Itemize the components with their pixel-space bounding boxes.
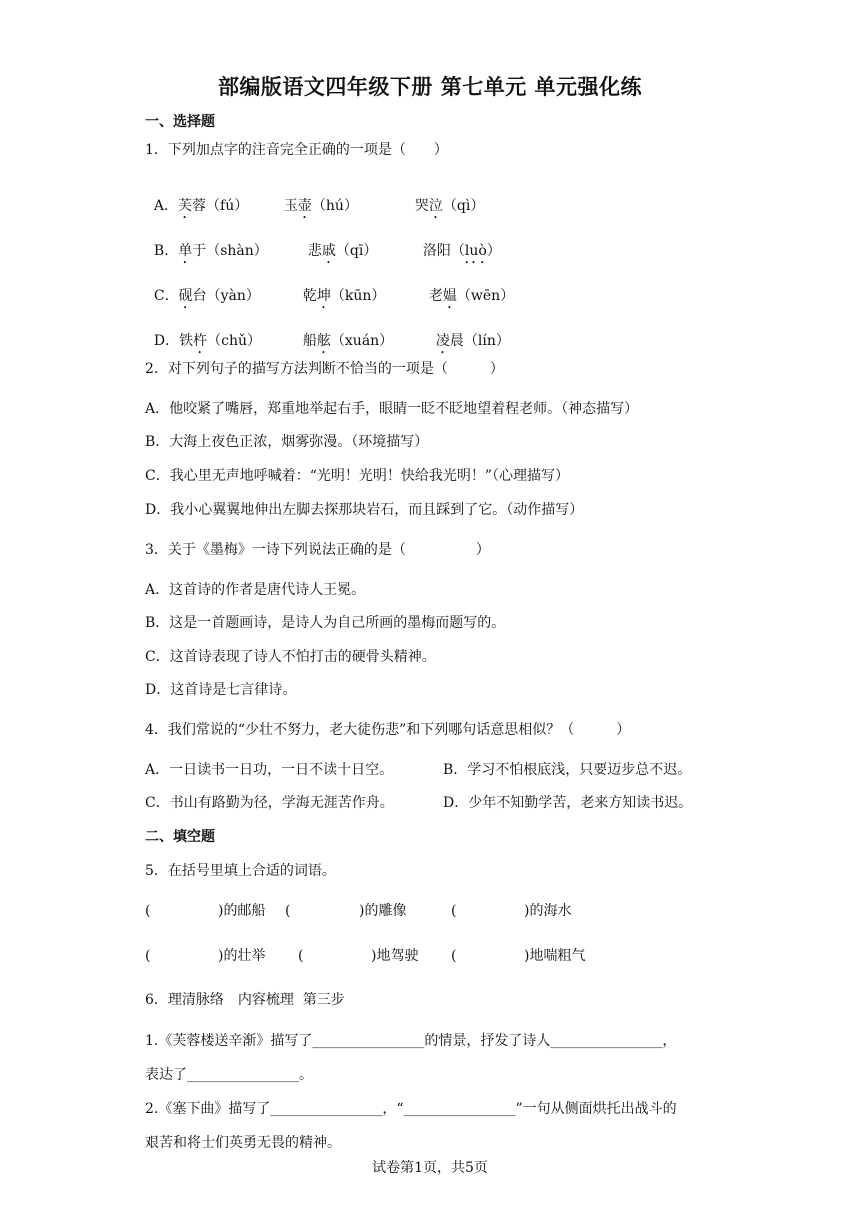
blank-paren-open: (	[145, 903, 151, 919]
question-1-option-a-word-2	[275, 176, 358, 222]
question-4-option-a: A．一日读书一日功，一日不读十日空。	[145, 762, 394, 778]
dotted-char: 舷	[316, 333, 331, 349]
option-text: 悲	[307, 243, 322, 259]
question-3-option-d: D．这首诗是七言律诗。	[145, 682, 297, 698]
blank-paren-open: (	[451, 903, 457, 919]
option-text: 船	[302, 333, 317, 349]
dotted-char: 戚	[321, 243, 336, 259]
option-text: （qì）	[442, 198, 485, 214]
question-1-stem: 1．下列加点字的注音完全正确的一项是（ ）	[145, 142, 448, 158]
option-text: （wēn）	[456, 288, 515, 304]
question-4-option-d: D．少年不知勤学苦，老来方知读书迟。	[443, 795, 693, 811]
question-5-stem: 5．在括号里填上合适的词语。	[145, 863, 336, 879]
option-letter: D．	[153, 333, 180, 349]
question-1-option-a-word-3	[406, 176, 484, 222]
blank-label: )的邮船	[218, 903, 266, 919]
option-text: 洛阳（	[422, 243, 465, 259]
question-3-option-c: C．这首诗表现了诗人不怕打击的硬骨头精神。	[145, 649, 436, 665]
option-text: 乾	[302, 288, 317, 304]
question-1-option-d-word-3	[427, 311, 510, 357]
question-4-option-c: C．书山有路勤为径，学海无涯苦作舟。	[145, 795, 394, 811]
question-6-line-1b: 表达了________________。	[145, 1067, 313, 1083]
question-1-option-d-word-2	[294, 311, 393, 357]
question-1-option-b	[145, 221, 268, 267]
question-2-option-b: B．大海上夜色正浓，烟雾弥漫。（环境描写）	[145, 434, 429, 450]
page-title: 部编版语文四年级下册 第七单元 单元强化练	[217, 75, 643, 99]
blank-paren-open: (	[145, 948, 151, 964]
option-text: （qī）	[335, 243, 378, 259]
question-1-option-c-word-2	[294, 266, 385, 312]
dotted-char: 泣	[428, 198, 443, 214]
dotted-char: 媪	[442, 288, 457, 304]
blank-label: )的海水	[524, 903, 572, 919]
question-1-option-b-word-3	[414, 221, 501, 267]
dotted-char: 壶	[297, 198, 312, 214]
option-text: （hú）	[311, 198, 358, 214]
question-2-option-d: D．我小心翼翼地伸出左脚去探那块岩石，而且踩到了它。（动作描写）	[145, 502, 584, 518]
option-text: （xuán）	[330, 333, 394, 349]
blank-label: )的壮举	[218, 948, 266, 964]
question-2-option-a: A．他咬紧了嘴唇，郑重地举起右手，眼睛一眨不眨地望着程老师。（神态描写）	[145, 401, 639, 417]
question-6-stem: 6．理清脉络 内容梳理 第三步	[145, 992, 345, 1008]
question-1-option-b-word-2	[299, 221, 377, 267]
option-text: 铁	[179, 333, 194, 349]
dotted-char: 凌	[435, 333, 450, 349]
option-text: 哭	[414, 198, 429, 214]
question-3-stem: 3．关于《墨梅》一诗下列说法正确的是（ ）	[145, 542, 490, 558]
page-footer: 试卷第1页，共5页	[372, 1160, 488, 1176]
option-text: 台（yàn）	[192, 288, 260, 304]
option-text: 于（shàn）	[192, 243, 268, 259]
dotted-char: 砚	[178, 288, 193, 304]
dotted-char: luò	[464, 243, 487, 259]
blank-paren-open: (	[298, 948, 304, 964]
blank-label: )地喘粗气	[524, 948, 586, 964]
question-4-stem: 4．我们常说的“少壮不努力，老大徒伤悲”和下列哪句话意思相似？（ ）	[145, 722, 631, 738]
question-6-line-2b: 艰苦和将士们英勇无畏的精神。	[145, 1135, 341, 1151]
option-text: 老	[428, 288, 443, 304]
question-1-option-a	[145, 176, 248, 222]
option-text: （kūn）	[330, 288, 386, 304]
blank-paren-open: (	[451, 948, 457, 964]
option-text: 玉	[283, 198, 298, 214]
question-3-option-a: A．这首诗的作者是唐代诗人王冕。	[145, 582, 366, 598]
option-text: ）	[486, 243, 501, 259]
question-1-option-c-word-3	[420, 266, 514, 312]
question-3-option-b: B．这是一首题画诗，是诗人为自己所画的墨梅而题写的。	[145, 615, 506, 631]
dotted-char: 芙	[178, 198, 193, 214]
blank-label: )地驾驶	[371, 948, 419, 964]
question-2-option-c: C．我心里无声地呼喊着：“光明！光明！快给我光明！”（心理描写）	[145, 468, 570, 484]
section-heading-choice: 一、选择题	[145, 114, 215, 130]
option-text: 晨（lín）	[449, 333, 510, 349]
dotted-char: 坤	[316, 288, 331, 304]
question-4-option-b: B．学习不怕根底浅，只要迈步总不迟。	[443, 762, 692, 778]
question-1-option-d	[145, 311, 261, 357]
option-text: （chǔ）	[207, 333, 262, 349]
option-letter: B．	[153, 243, 179, 259]
option-text: 蓉（fú）	[192, 198, 249, 214]
question-1-option-c	[145, 266, 260, 312]
blank-paren-open: (	[285, 903, 291, 919]
question-6-line-2a: 2.《塞下曲》描写了________________，“________________”一句从侧面烘托出战斗的	[145, 1101, 677, 1117]
dotted-char: 单	[178, 243, 193, 259]
option-letter: A．	[153, 198, 179, 214]
question-6-line-1a: 1.《芙蓉楼送辛渐》描写了________________的情景，抒发了诗人________________，	[145, 1033, 677, 1049]
blank-label: )的雕像	[359, 903, 407, 919]
option-letter: C．	[153, 288, 179, 304]
question-2-stem: 2．对下列句子的描写方法判断不恰当的一项是（ ）	[145, 361, 504, 377]
dotted-char: 杵	[193, 333, 208, 349]
section-heading-fill: 二、填空题	[145, 829, 215, 845]
